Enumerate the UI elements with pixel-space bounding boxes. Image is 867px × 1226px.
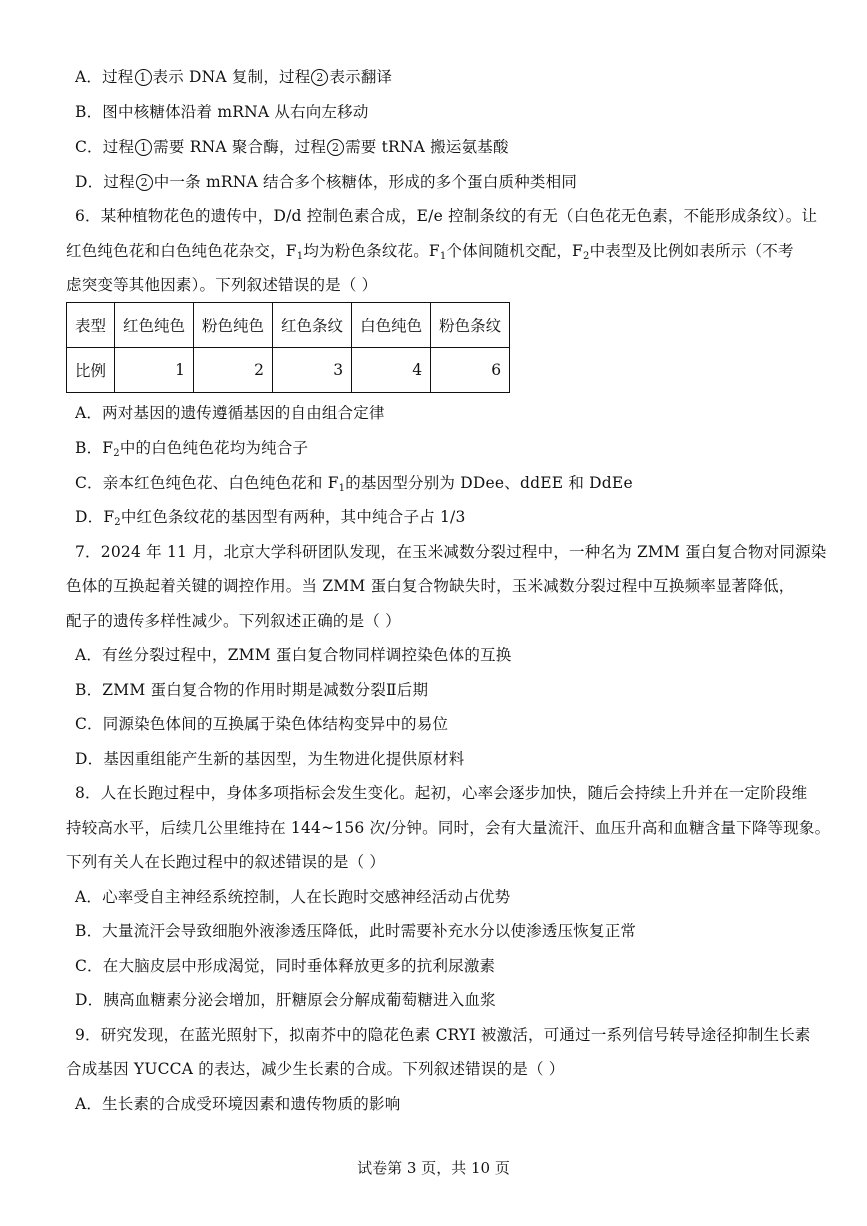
q8-stem-line1: 8．人在长跑过程中，身体多项指标会发生变化。起初，心率会逐步加快，随后会持续上升并在一定阶段维	[75, 784, 808, 802]
table-cell: 6	[431, 348, 510, 393]
circled-number-1: 1	[135, 139, 152, 156]
circled-number-2: 2	[311, 69, 328, 86]
circled-number-2: 2	[136, 174, 153, 191]
subscript: 2	[583, 251, 590, 262]
q7-stem-line3: 配子的遗传多样性减少。下列叙述正确的是（ ）	[66, 612, 401, 630]
q8-option-b: B．大量流汗会导致细胞外液渗透压降低，此时需要补充水分以使渗透压恢复正常	[75, 922, 637, 940]
q6-option-c-text: 的基因型分别为 DDee、ddEE 和 DdEe	[345, 474, 633, 492]
table-column-header: 红色纯色	[115, 303, 194, 348]
circled-number-1: 1	[135, 69, 152, 86]
q8-option-a: A．心率受自主神经系统控制，人在长跑时交感神经活动占优势	[75, 888, 511, 906]
table-header-row	[67, 303, 510, 348]
q9-option-a: A．生长素的合成受环境因素和遗传物质的影响	[75, 1095, 401, 1113]
q8-stem-line3: 下列有关人在长跑过程中的叙述错误的是（ ）	[66, 853, 386, 871]
q6-option-d-text: 中红色条纹花的基因型有两种，其中纯合子占 1/3	[120, 508, 466, 526]
table-cell: 4	[352, 348, 431, 393]
q5-option-c	[75, 137, 847, 157]
q6-stem-line2	[66, 241, 847, 261]
q6-stem-text: 个体间随机交配，F	[446, 242, 584, 260]
subscript: 1	[439, 251, 447, 262]
q5-option-a-text: 表示翻译	[329, 68, 393, 86]
q9-stem-line1: 9．研究发现，在蓝光照射下，拟南芥中的隐花色素 CRYI 被激活，可通过一系列信号转导途径抑制生长素	[75, 1026, 811, 1044]
table-values-row	[67, 348, 510, 393]
q7-option-b: B．ZMM 蛋白复合物的作用时期是减数分裂Ⅱ后期	[75, 681, 429, 699]
q5-option-a-text: 表示 DNA 复制，过程	[152, 68, 311, 86]
q5-option-a	[75, 67, 847, 87]
q5-option-c-text: C．过程	[75, 138, 135, 156]
subscript: 2	[114, 517, 121, 528]
q6-stem-text: 中表型及比例如表所示（不考	[589, 242, 794, 260]
q7-stem-line2: 色体的互换起着关键的调控作用。当 ZMM 蛋白复合物缺失时，玉米减数分裂过程中互换频率显著降低，	[66, 577, 795, 595]
q5-option-c-text: 需要 tRNA 搬运氨基酸	[345, 138, 509, 156]
q6-stem-text: 均为粉色条纹花。F	[303, 242, 440, 260]
q6-option-c	[75, 473, 847, 493]
q7-option-c: C．同源染色体间的互换属于染色体结构变异中的易位	[75, 715, 449, 733]
q8-option-c: C．在大脑皮层中形成渴觉，同时垂体释放更多的抗利尿激素	[75, 957, 496, 975]
subscript: 1	[296, 251, 304, 262]
q6-option-b-text: 中的白色纯色花均为纯合子	[119, 439, 309, 457]
q9-stem-line2: 合成基因 YUCCA 的表达，减少生长素的合成。下列叙述错误的是（ ）	[66, 1060, 565, 1078]
q7-stem-line1: 7．2024 年 11 月，北京大学科研团队发现，在玉米减数分裂过程中，一种名为 ZMM 蛋白复合物对同源染	[75, 543, 827, 561]
table-column-header: 粉色纯色	[194, 303, 273, 348]
table-column-header: 红色条纹	[273, 303, 352, 348]
table-row-label: 表型	[67, 303, 115, 348]
table-cell: 2	[194, 348, 273, 393]
q6-option-b-text: B．F	[75, 439, 114, 457]
q8-stem-line2: 持较高水平，后续几公里维持在 144~156 次/分钟。同时，会有大量流汗、血压升高和血糖含量下降等现象。	[66, 819, 831, 837]
q6-option-a: A．两对基因的遗传遵循基因的自由组合定律	[75, 404, 385, 422]
q6-option-b	[75, 438, 847, 458]
q5-option-c-text: 需要 RNA 聚合酶，过程	[153, 138, 327, 156]
page-footer: 试卷第 3 页，共 10 页	[357, 1159, 510, 1177]
circled-number-2: 2	[327, 139, 344, 156]
q5-option-d-text: 中一条 mRNA 结合多个核糖体，形成的多个蛋白质种类相同	[153, 173, 578, 191]
table-row-label: 比例	[67, 348, 115, 393]
q5-option-b: B．图中核糖体沿着 mRNA 从右向左移动	[75, 103, 369, 121]
q6-stem-line3: 虑突变等其他因素）。下列叙述错误的是（ ）	[66, 276, 378, 294]
q5-option-d-text: D．过程	[75, 173, 135, 191]
subscript: 1	[338, 483, 346, 494]
q8-option-d: D．胰高血糖素分泌会增加，肝糖原会分解成葡萄糖进入血浆	[75, 991, 496, 1009]
table-cell: 3	[273, 348, 352, 393]
table-column-header: 白色纯色	[352, 303, 431, 348]
q6-option-d-text: D．F	[75, 508, 115, 526]
q7-option-a: A．有丝分裂过程中，ZMM 蛋白复合物同样调控染色体的互换	[75, 646, 512, 664]
q7-option-d: D．基因重组能产生新的基因型，为生物进化提供原材料	[75, 750, 465, 768]
q6-option-c-text: C．亲本红色纯色花、白色纯色花和 F	[75, 474, 339, 492]
table-column-header: 粉色条纹	[431, 303, 510, 348]
q6-stem-line1: 6．某种植物花色的遗传中，D/d 控制色素合成，E/e 控制条纹的有无（白色花无色素，不能形成条纹）。让	[75, 207, 818, 225]
table-cell: 1	[115, 348, 194, 393]
phenotype-ratio-table	[66, 302, 510, 393]
q5-option-d	[75, 172, 847, 192]
q6-stem-text: 红色纯色花和白色纯色花杂交，F	[66, 242, 297, 260]
subscript: 2	[113, 448, 120, 459]
q5-option-a-text: A．过程	[75, 68, 134, 86]
q6-option-d	[75, 507, 847, 527]
